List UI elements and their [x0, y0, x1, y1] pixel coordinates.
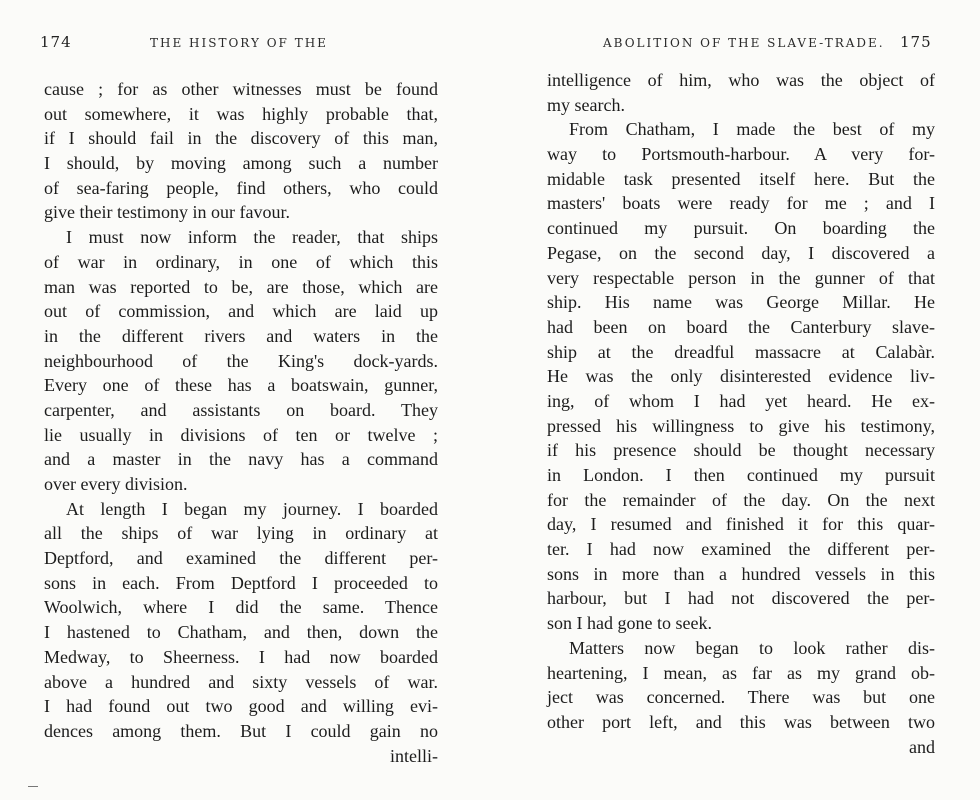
text-line: Every one of these has a boatswain, gunner, — [44, 375, 438, 396]
text-line: man was reported to be, are those, which are — [44, 276, 438, 297]
text-line: over every division. — [44, 474, 188, 494]
text-line: had been on board the Canterbury slave- — [547, 316, 935, 337]
text-line: ing, of whom I had yet heard. He ex- — [547, 390, 935, 411]
text-line: ject was concerned. There was but one — [547, 687, 935, 708]
text-line: in London. I then continued my pursuit — [547, 465, 935, 485]
text-line: He was the only disinterested evidence liv- — [547, 366, 935, 387]
catchword: and — [909, 736, 935, 757]
text-line: I had found out two good and willing evi- — [44, 696, 438, 717]
text-column — [44, 77, 438, 768]
text-line: I must now inform the reader, that ships — [66, 227, 438, 248]
text-line: son I had gone to seek. — [547, 613, 712, 634]
text-line: From Chatham, I made the best of my — [569, 119, 935, 140]
text-line: heartening, I mean, as far as my grand ob- — [547, 662, 935, 683]
text-line: of sea-faring people, find others, who could — [44, 177, 438, 198]
text-line: other port left, and this was between two — [547, 711, 935, 732]
text-line: cause ; for as other witnesses must be found — [44, 79, 438, 99]
text-line: and a master in the navy has a command — [44, 449, 438, 470]
text-line: Woolwich, where I did the same. Thence — [44, 597, 438, 618]
text-line: my search. — [547, 94, 625, 115]
text-line: out somewhere, it was highly probable that, — [44, 103, 438, 124]
text-line: way to Portsmouth-harbour. A very for- — [547, 144, 935, 165]
text-line: of war in ordinary, in one of which this — [44, 251, 438, 272]
text-line: I should, by moving among such a number — [44, 153, 438, 174]
text-line: At length I began my journey. I boarded — [66, 498, 438, 519]
page-number: 175 — [900, 33, 932, 51]
catchword: intelli- — [390, 745, 438, 766]
text-line: if his presence should be thought necessary — [547, 440, 935, 461]
running-head: ABOLITION OF THE SLAVE-TRADE. — [603, 36, 885, 50]
right-page — [490, 0, 980, 800]
text-line: sons in more than a hundred vessels in this — [547, 563, 935, 584]
text-line: Matters now began to look rather dis- — [569, 637, 935, 658]
text-line: Deptford, and examined the different per- — [44, 548, 438, 569]
text-line: continued my pursuit. On boarding the — [547, 218, 935, 239]
text-line: masters' boats were ready for me ; and I — [547, 193, 935, 214]
text-line: pressed his willingness to give his testimony, — [547, 415, 935, 436]
text-line: Medway, to Sheerness. I had now boarded — [44, 646, 438, 667]
text-line: I hastened to Chatham, and then, down the — [44, 622, 438, 643]
running-head: THE HISTORY OF THE — [150, 36, 328, 50]
text-line: out of commission, and which are laid up — [44, 301, 438, 322]
margin-mark — [28, 786, 38, 787]
text-line: midable task presented itself here. But the — [547, 168, 935, 189]
text-line: lie usually in divisions of ten or twelve ; — [44, 424, 438, 445]
text-line: neighbourhood of the King's dock-yards. — [44, 350, 438, 371]
text-line: carpenter, and assistants on board. They — [44, 399, 438, 420]
text-line: harbour, but I had not discovered the per- — [547, 588, 935, 609]
text-line: intelligence of him, who was the object of — [547, 70, 935, 90]
text-line: all the ships of war lying in ordinary at — [44, 523, 438, 544]
text-line: in the different rivers and waters in the — [44, 325, 438, 346]
text-line: ship. His name was George Millar. He — [547, 292, 935, 313]
text-line: for the remainder of the day. On the next — [547, 489, 935, 510]
text-line: ter. I had now examined the different per- — [547, 539, 935, 560]
text-line: Pegase, on the second day, I discovered a — [547, 242, 935, 263]
text-line: dences among them. But I could gain no — [44, 720, 438, 741]
text-line: ship at the dreadful massacre at Calabàr. — [547, 341, 935, 362]
text-line: sons in each. From Deptford I proceeded to — [44, 572, 438, 593]
page-number: 174 — [40, 33, 72, 51]
text-line: day, I resumed and finished it for this quar- — [547, 514, 935, 535]
text-line: above a hundred and sixty vessels of war. — [44, 671, 438, 692]
text-line: if I should fail in the discovery of this man, — [44, 128, 438, 149]
text-line: give their testimony in our favour. — [44, 202, 290, 223]
text-line: very respectable person in the gunner of that — [547, 267, 935, 288]
text-column — [547, 68, 935, 759]
